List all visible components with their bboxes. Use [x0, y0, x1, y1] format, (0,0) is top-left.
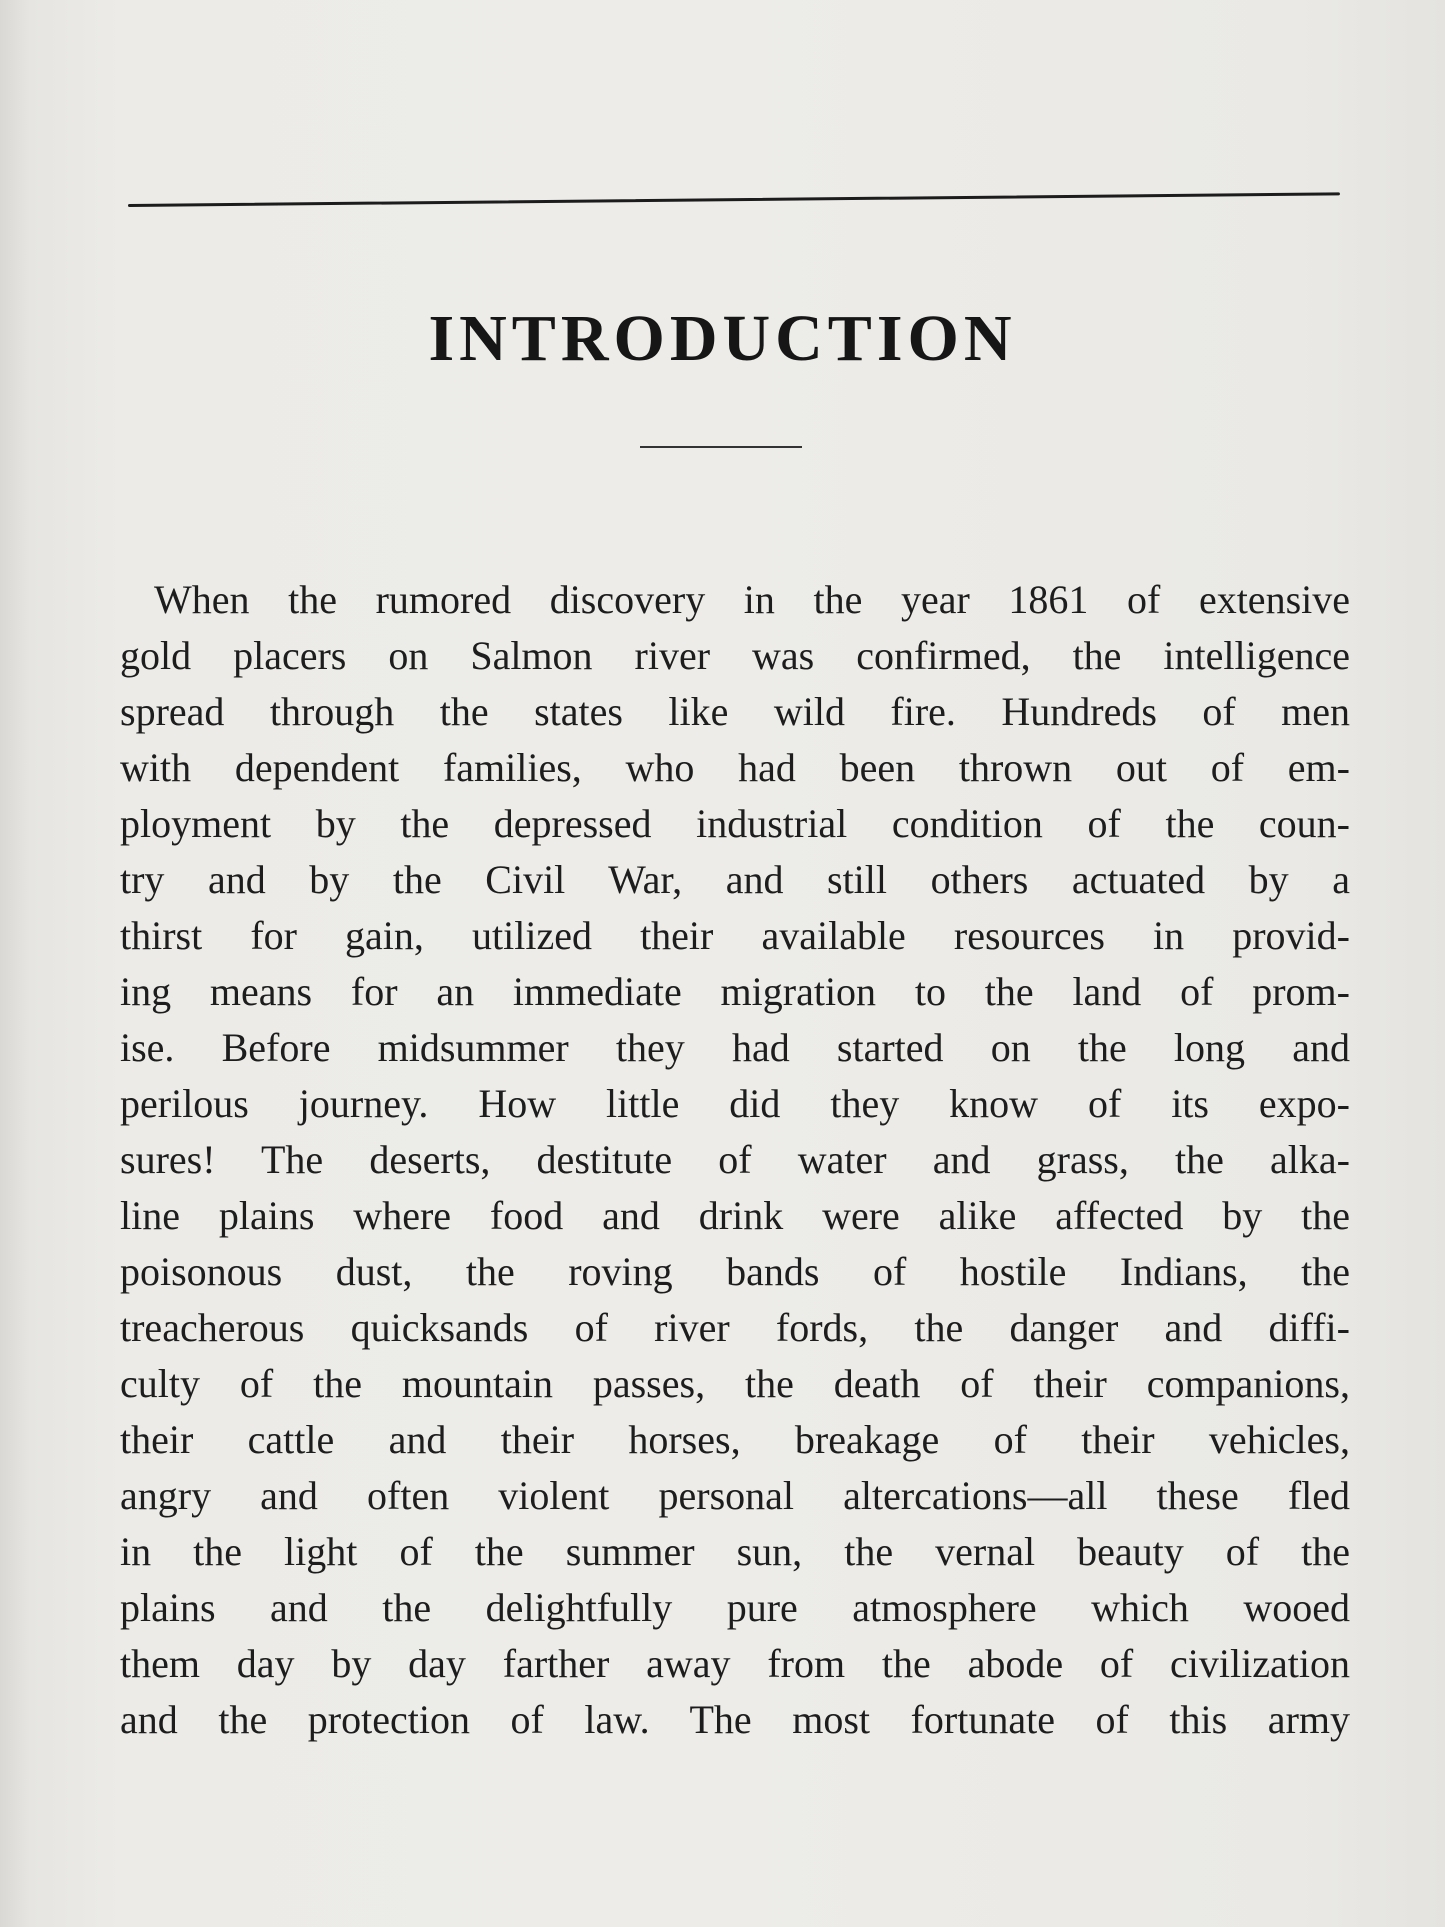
text-line: them day by day farther away from the abode of civilization	[120, 1641, 1350, 1686]
text-line: thirst for gain, utilized their available resources in provid-	[120, 913, 1350, 958]
text-line: with dependent families, who had been thrown out of em-	[120, 745, 1350, 790]
text-line: poisonous dust, the roving bands of hostile Indians, the	[120, 1249, 1350, 1294]
text-line: perilous journey. How little did they know of its expo-	[120, 1081, 1350, 1126]
text-line: ployment by the depressed industrial condition of the coun-	[120, 801, 1350, 846]
text-line: and the protection of law. The most fortunate of this army	[120, 1697, 1350, 1742]
text-line: ing means for an immediate migration to the land of prom-	[120, 969, 1350, 1014]
text-line: in the light of the summer sun, the vernal beauty of the	[120, 1529, 1350, 1574]
text-line: angry and often violent personal altercations—all these fled	[120, 1473, 1350, 1518]
text-line: line plains where food and drink were alike affected by the	[120, 1193, 1350, 1238]
text-line: try and by the Civil War, and still others actuated by a	[120, 857, 1350, 902]
text-line: ise. Before midsummer they had started on the long and	[120, 1025, 1350, 1070]
text-line: sures! The deserts, destitute of water and grass, the alka-	[120, 1137, 1350, 1182]
page-title: INTRODUCTION	[428, 302, 1017, 376]
top-rule-divider	[128, 192, 1340, 207]
text-line: plains and the delightfully pure atmosphere which wooed	[120, 1585, 1350, 1630]
title-underline-divider	[640, 446, 802, 448]
text-line: their cattle and their horses, breakage of their vehicles,	[120, 1417, 1350, 1462]
text-line: treacherous quicksands of river fords, the danger and diffi-	[120, 1305, 1350, 1350]
text-line: gold placers on Salmon river was confirmed, the intelligence	[120, 633, 1350, 678]
text-line: When the rumored discovery in the year 1861 of extensive	[154, 577, 1350, 622]
text-line: culty of the mountain passes, the death of their companions,	[120, 1361, 1350, 1406]
body-paragraph	[120, 572, 1350, 1748]
text-line: spread through the states like wild fire. Hundreds of men	[120, 689, 1350, 734]
